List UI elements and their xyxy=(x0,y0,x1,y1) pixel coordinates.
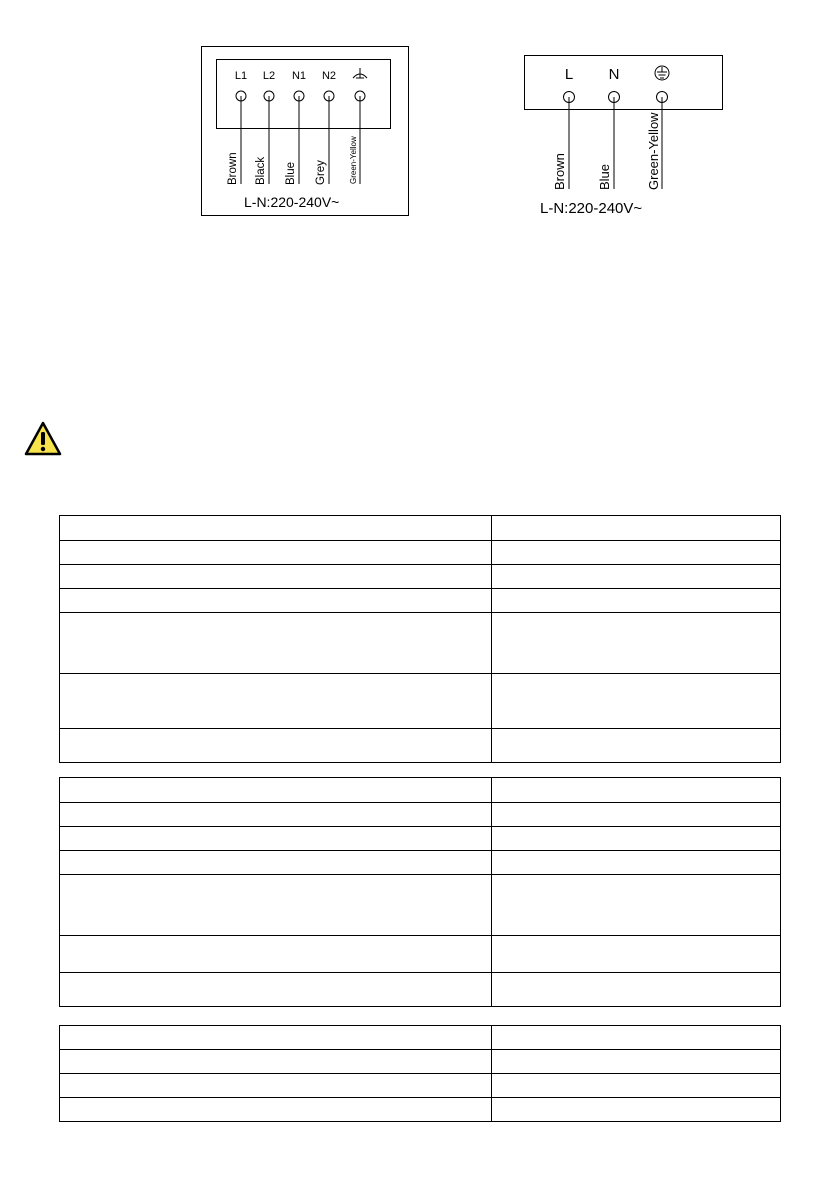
table-row xyxy=(60,827,781,851)
wire-label-black: Black xyxy=(255,156,267,185)
table-row xyxy=(60,851,781,875)
table-row xyxy=(60,516,781,541)
table-row xyxy=(60,803,781,827)
terminal-label-n1: N1 xyxy=(291,70,307,82)
table-row xyxy=(60,1050,781,1074)
spec-table-3 xyxy=(59,1025,781,1122)
wire-label-brown: Brown xyxy=(227,152,239,185)
table-row xyxy=(60,1098,781,1122)
terminal-label-n: N xyxy=(608,66,620,83)
table-row xyxy=(60,1026,781,1050)
table-row xyxy=(60,589,781,613)
wire-label-green-yellow: Green-Yellow xyxy=(349,136,358,184)
spec-table-1 xyxy=(59,515,781,763)
wiring-diagram-single-phase xyxy=(524,55,724,220)
earth-ground-icon xyxy=(353,68,367,78)
wire-label-grey: Grey xyxy=(315,160,327,185)
table-row xyxy=(60,778,781,803)
table-row xyxy=(60,936,781,973)
table-row xyxy=(60,613,781,674)
spec-table-2 xyxy=(59,777,781,1007)
wire-label-blue: Blue xyxy=(285,161,297,185)
wire-label-green-yellow: Green-Yellow xyxy=(646,112,661,190)
voltage-label: L-N:220-240V~ xyxy=(540,200,643,217)
terminal-label-n2: N2 xyxy=(321,70,337,82)
wire-label-brown: Brown xyxy=(552,153,567,190)
wiring-diagram-two-phase xyxy=(201,46,409,216)
table-row xyxy=(60,1074,781,1098)
terminal-label-l: L xyxy=(564,66,574,83)
table-row xyxy=(60,973,781,1007)
wire-label-blue: Blue xyxy=(597,163,612,190)
earth-ground-circle-icon xyxy=(655,66,669,80)
table-row xyxy=(60,729,781,763)
table-row xyxy=(60,674,781,729)
terminal-label-l2: L2 xyxy=(262,70,276,82)
table-row xyxy=(60,565,781,589)
voltage-label: L-N:220-240V~ xyxy=(244,194,340,210)
table-row xyxy=(60,875,781,936)
terminal-label-l1: L1 xyxy=(234,70,248,82)
warning-triangle-icon xyxy=(24,421,62,457)
table-row xyxy=(60,541,781,565)
